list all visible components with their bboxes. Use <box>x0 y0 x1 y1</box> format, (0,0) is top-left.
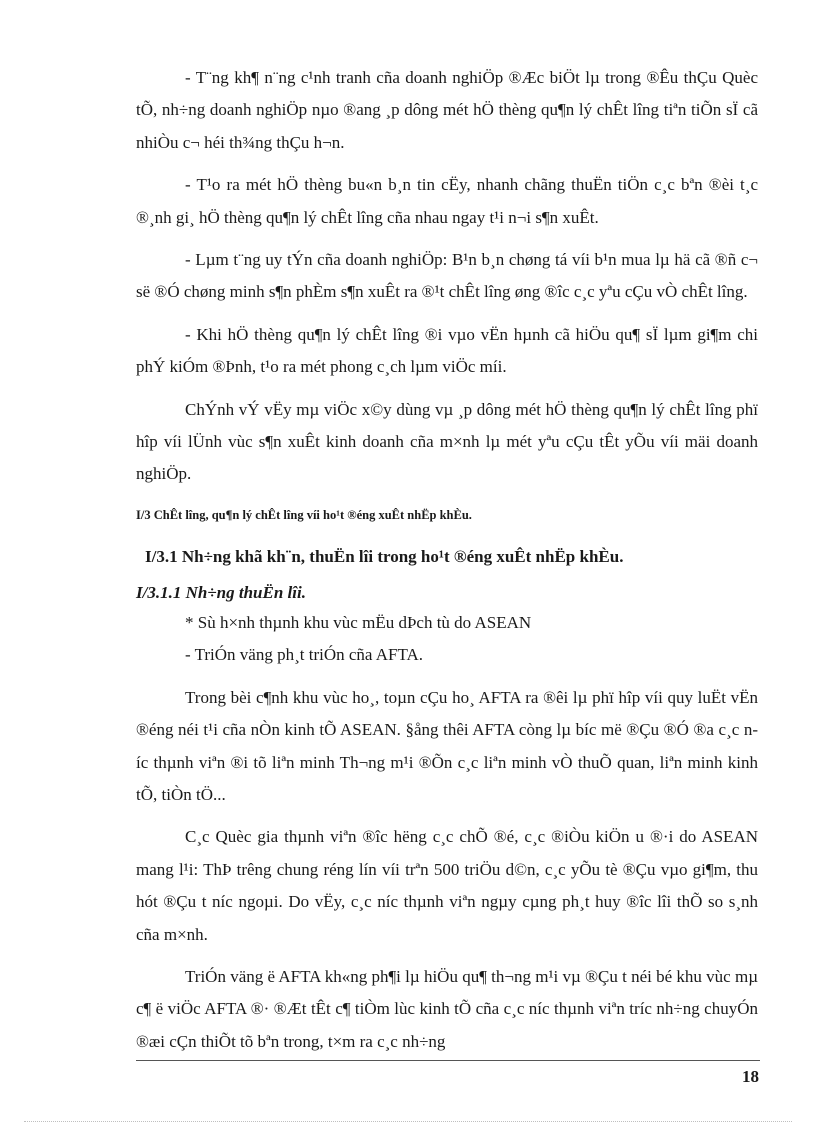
subsubsection-heading: I/3.1.1 Nh÷ng thuËn lîi. <box>136 582 306 602</box>
page-bottom-border <box>24 1121 792 1122</box>
subsection-heading: I/3.1 Nh÷ng khã kh¨n, thuËn lîi trong ho¹t ®éng xuÊt nhËp khÈu. <box>145 546 624 566</box>
paragraph: - T¨ng kh¶ n¨ng c¹nh tranh cña doanh nghiÖp ®Æc biÖt lµ trong ®Êu thÇu Quèc tÕ, nh÷ng doanh nghiÖp nµo ®ang ¸p dông mét hÖ thèng qu¶n lý chÊt lîng tiªn tiÕn sÏ cã nhiÒu c¬ héi th¾ng thÇu h¬n. <box>136 68 758 152</box>
paragraph: TriÓn väng ë AFTA kh«ng ph¶i lµ hiÖu qu¶ th¬ng m¹i vµ ®Çu t néi bé khu vùc mµ c¶ ë viÖc AFTA ®· ®Æt tÊt c¶ tiÒm lùc kinh tÕ cña c¸c níc thµnh viªn tríc nh÷ng chuyÓn ®æi cÇn thiÕt tõ bªn trong, t×m ra c¸c nh÷ng <box>136 966 758 1051</box>
bullet-line: * Sù h×nh thµnh khu vùc mËu dÞch tù do ASEAN <box>185 612 532 632</box>
paragraph: C¸c Quèc gia thµnh viªn ®îc hëng c¸c chÕ ®é, c¸c ®iÒu kiÖn u ®·i do ASEAN mang l¹i: ThÞ trêng chung réng lín víi trªn 500 triÖu d©n, c¸c yÕu tè ®Çu vµo gi¶m, thu hót ®Çu t níc ngoµi. Do vËy, c¸c níc thµnh viªn ngµy cµng ph¸t huy ®îc lîi thÕ so s¸nh cña m×nh. <box>136 827 758 944</box>
page-number: 18 <box>742 1067 759 1086</box>
paragraph: - T¹o ra mét hÖ thèng bu«n b¸n tin cËy, nhanh chãng thuËn tiÖn c¸c bªn ®èi t¸c ®¸nh gi¸ hÖ thèng qu¶n lý chÊt lîng cña nhau ngay t¹i n¬i s¶n xuÊt. <box>136 175 758 227</box>
page-body <box>136 62 758 1068</box>
paragraph: - Khi hÖ thèng qu¶n lý chÊt lîng ®i vµo vËn hµnh cã hiÖu qu¶ sÏ lµm gi¶m chi phÝ kiÓm ®Þnh, t¹o ra mét phong c¸ch lµm viÖc míi. <box>136 324 758 377</box>
section-heading: I/3 ChÊt lîng, qu¶n lý chÊt lîng víi ho¹t ®éng xuÊt nhËp khÈu. <box>136 507 472 522</box>
paragraph: Trong bèi c¶nh khu vùc ho¸, toµn cÇu ho¸ AFTA ra ®êi lµ phï hîp víi quy luËt vËn ®éng néi t¹i cña nÒn kinh tÕ ASEAN. §ång thêi AFTA còng lµ bíc më ®Çu ®Ó ®a c¸c níc thµnh viªn ®i tõ liªn minh Th¬ng m¹i ®Õn c¸c liªn minh vÒ thuÕ quan, liªn minh kinh tÕ, tiÒn tÖ... <box>136 687 758 804</box>
footer-divider <box>136 1060 760 1061</box>
paragraph: - Lµm t¨ng uy tÝn cña doanh nghiÖp: B¹n b¸n chøng tá víi b¹n mua lµ hä cã ®ñ c¬ së ®Ó chøng minh s¶n phÈm s¶n xuÊt ra ®¹t chÊt lîng øng ®îc c¸c yªu cÇu vÒ chÊt lîng. <box>136 250 758 302</box>
paragraph: ChÝnh vÝ vËy mµ viÖc x©y dùng vµ ¸p dông mét hÖ thèng qu¶n lý chÊt lîng phï hîp víi lÜnh vùc s¶n xuÊt kinh doanh cña m×nh lµ mét yªu cÇu tÊt yÕu víi mäi doanh nghiÖp. <box>136 399 758 484</box>
dash-line: - TriÓn väng ph¸t triÓn cña AFTA. <box>185 645 424 665</box>
